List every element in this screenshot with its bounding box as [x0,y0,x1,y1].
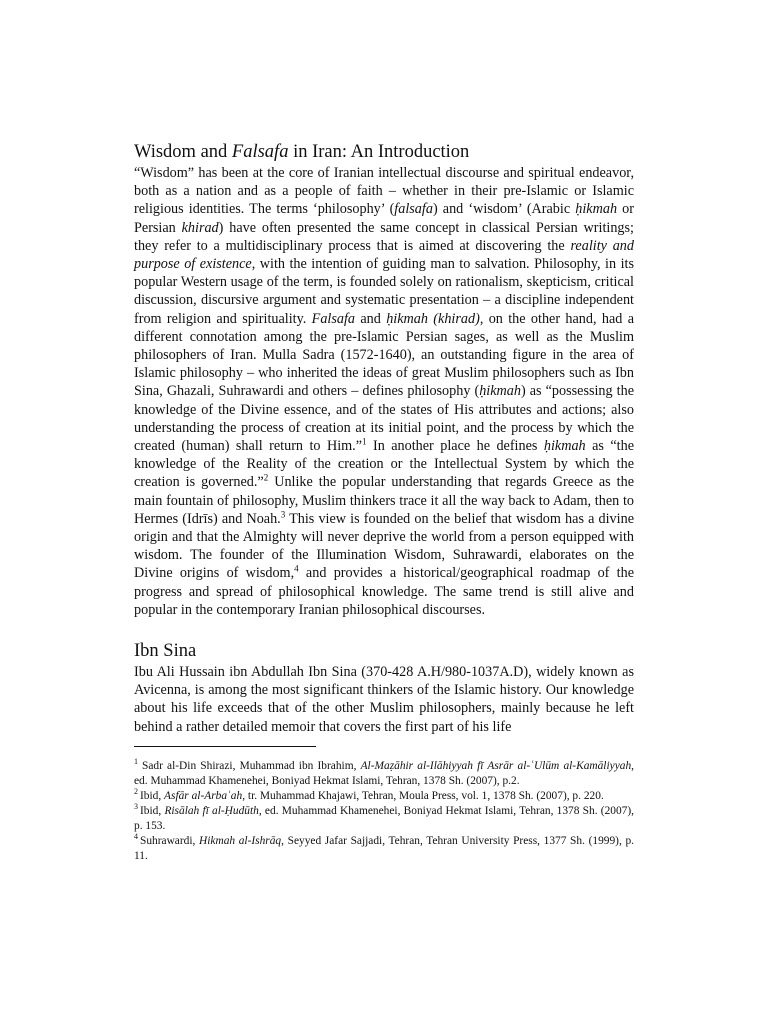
paragraph-text: , with the intention of guiding man to salvation. Philosophy, in its popular Western usage of the term, is founded solely on rationalism, skepticism, critical discussion, discursive argument and systematic presentation – a discipline independent from religion and spirituality. [134,256,634,327]
paragraph-text: as “the knowledge of the Reality of the creation or the Intellectual System by which the creation is governed.” [134,438,634,491]
paragraph-text: and [355,310,387,327]
footnote-2 [134,789,634,804]
paragraph-text: and provides a historical/geographical roadmap of the progress and spread of philosophical knowledge. The same trend is still alive and popular in the contemporary Iranian philosophical discourses. [134,565,634,618]
footnote-text: Sadr al-Din Shirazi, Muhammad ibn Ibrahim, [142,759,361,772]
footnote-number: 1 [134,757,138,767]
footnote-number: 4 [134,832,138,842]
footnote-text: Ibid, [140,789,165,802]
heading-italic-term: Falsafa [231,142,289,162]
section-heading-wisdom-and-falsafa [134,140,634,164]
italic-term: ḥikmah [575,201,618,218]
footnote-reference[interactable]: 2 [263,472,269,483]
paragraph-text: ) and ‘wisdom’ (Arabic [432,201,576,218]
footnote-number: 3 [134,802,138,812]
italic-term: falsafa [394,201,433,218]
paragraph-text: This view is founded on the belief that wisdom has a divine origin and that the Almighty will never deprive the world from a person equipped with wisdom. The founder of the Illumination Wisdom, Suhrawardi, elaborates on the Divine origins of wisdom, [134,510,634,582]
footnote-number: 2 [134,787,138,797]
italic-term: ḥikmah [479,383,521,400]
footnote-divider [134,746,316,747]
footnote-title: Hikmah al-Ishrāq [199,834,282,847]
ibn-sina-paragraph: Ibu Ali Hussain ibn Abdullah Ibn Sina (370-428 A.H/980-1037A.D), widely known as Avicenna, is among the most significant thinkers of the Islamic history. Our knowledge about his life exceeds that of the other Muslim philosophers, mainly because he left behind a rather detailed memoir that covers the first part of his life [134,664,634,735]
footnote-3 [134,804,634,834]
footnote-text: Ibid, [140,804,165,817]
footnote-4 [134,834,634,864]
italic-term: khirad [181,219,219,236]
page-content [134,140,634,864]
footnote-text: Suhrawardi, [140,834,200,847]
paragraph-text: In another place he defines [366,438,544,455]
paragraph-text: or Persian [134,201,634,236]
paragraph-text: Unlike the popular understanding that regards Greece as the main fountain of philosophy, Muslim thinkers trace it all the way back to Adam, then to Hermes (Idrīs) and Noah. [134,474,634,527]
footnote-reference[interactable]: 1 [362,436,367,447]
paragraph-text: ) have often presented the same concept in classical Persian writings; they refer to a multidisciplinary process that is aimed at discovering the [134,219,634,254]
footnote-text: , ed. Muhammad Khamenehei, Boniyad Hekmat Islami, Tehran, 1378 Sh. (2007), p. 153. [134,804,635,832]
footnote-title: Asfār al-Arbaʿah [164,789,243,802]
heading-text: in Iran: An Introduction [288,142,470,162]
intro-paragraph [134,164,634,619]
italic-term: ḥikmah [543,438,586,455]
footnote-reference[interactable]: 3 [280,509,286,520]
section-heading-ibn-sina: Ibn Sina [134,641,197,662]
italic-term: reality and purpose of existence [134,237,634,273]
italic-term: ḥikmah (khirad) [386,310,480,327]
footnote-text: , Seyyed Jafar Sajjadi, Tehran, Tehran University Press, 1377 Sh. (1999), p. 11. [134,834,634,862]
footnote-text: , ed. Muhammad Khamenehei, Boniyad Hekmat Islami, Tehran, 1378 Sh. (2007), p.2. [134,759,634,787]
paragraph-text: ) as “possessing the knowledge of the Divine essence, and of the states of His attributes and actions; also understanding the process of creation at its initial point, and the process by which the created (human) shall return to Him.” [134,383,634,455]
footnote-title: Risālah fī al-Ḥudūth [164,804,259,817]
italic-term: Falsafa [311,310,356,327]
footnote-1 [134,759,634,789]
footnotes-section [134,759,634,864]
paragraph-text: “Wisdom” has been at the core of Iranian intellectual discourse and spiritual endeavor, both as a nation and as a people of faith – whether in their pre-Islamic or Islamic religious identities. The terms ‘philosophy’ ( [134,165,634,218]
footnote-title: Al-Maẓāhir al-Ilāhiyyah fī Asrār al-ʿUlūm al-Kamāliyyah [360,759,632,772]
paragraph-text: , on the other hand, had a different connotation among the pre-Islamic Persian sages, as well as the Muslim philosophers of Iran. Mulla Sadra (1572-1640), an outstanding figure in the area of Islamic philosophy – who inherited the ideas of great Muslim philosophers such as Ibn Sina, Ghazali, Suhrawardi and others – defines philosophy ( [134,310,634,400]
heading-text: Wisdom and [134,142,232,162]
footnote-text: , tr. Muhammad Khajawi, Tehran, Moula Press, vol. 1, 1378 Sh. (2007), p. 220. [242,789,604,802]
footnote-reference[interactable]: 4 [294,563,299,574]
